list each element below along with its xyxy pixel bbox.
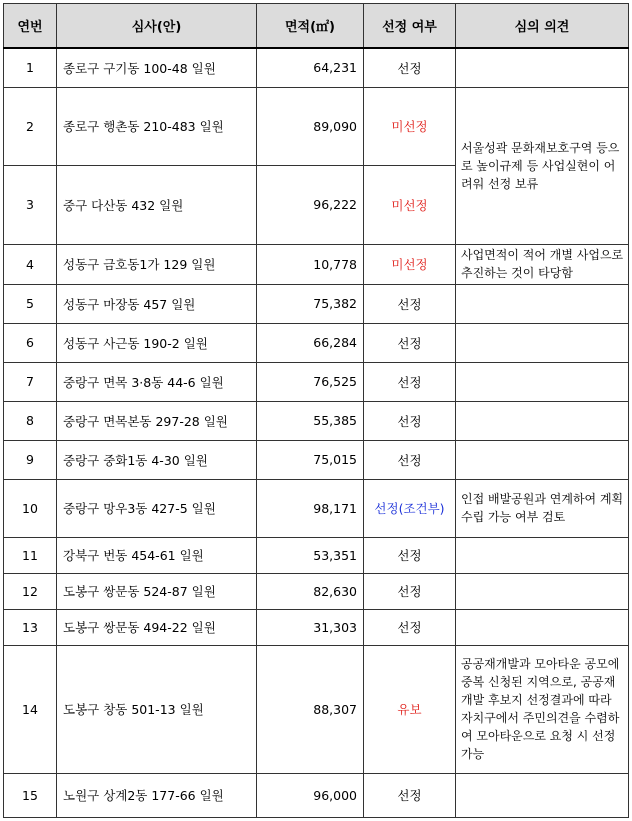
row-site: 중랑구 중화1동 4-30 일원	[57, 440, 257, 479]
row-site: 성동구 사근동 190-2 일원	[57, 323, 257, 362]
row-opinion: 사업면적이 적어 개별 사업으로 추진하는 것이 타당함	[456, 244, 629, 284]
row-no: 4	[4, 244, 57, 284]
header-status: 선정 여부	[364, 4, 456, 49]
row-no: 13	[4, 609, 57, 645]
row-site: 종로구 구기동 100-48 일원	[57, 48, 257, 87]
row-site: 도봉구 쌍문동 524-87 일원	[57, 573, 257, 609]
header-area: 면적(㎡)	[257, 4, 364, 49]
table-row	[4, 440, 629, 479]
row-no: 8	[4, 401, 57, 440]
row-site: 종로구 행촌동 210-483 일원	[57, 87, 257, 165]
row-opinion	[456, 573, 629, 609]
row-no: 12	[4, 573, 57, 609]
row-area: 10,778	[257, 244, 364, 284]
row-status: 미선정	[364, 244, 456, 284]
row-site: 중랑구 망우3동 427-5 일원	[57, 479, 257, 537]
row-area: 75,382	[257, 284, 364, 323]
row-area: 88,307	[257, 645, 364, 773]
row-area: 89,090	[257, 87, 364, 165]
row-site: 도봉구 창동 501-13 일원	[57, 645, 257, 773]
table-row	[4, 244, 629, 284]
row-site: 중구 다산동 432 일원	[57, 165, 257, 244]
table-row	[4, 645, 629, 773]
row-area: 76,525	[257, 362, 364, 401]
row-no: 15	[4, 773, 57, 817]
row-no: 1	[4, 48, 57, 87]
row-status: 선정	[364, 48, 456, 87]
row-site: 성동구 마장동 457 일원	[57, 284, 257, 323]
row-opinion	[456, 48, 629, 87]
row-area: 96,000	[257, 773, 364, 817]
row-no: 11	[4, 537, 57, 573]
header-opinion: 심의 의견	[456, 4, 629, 49]
row-status: 선정	[364, 401, 456, 440]
row-status: 선정	[364, 609, 456, 645]
row-opinion	[456, 773, 629, 817]
table-row	[4, 284, 629, 323]
row-area: 64,231	[257, 48, 364, 87]
header-row	[4, 4, 629, 49]
table-row	[4, 537, 629, 573]
row-area: 96,222	[257, 165, 364, 244]
table-row	[4, 609, 629, 645]
table-row	[4, 362, 629, 401]
row-area: 82,630	[257, 573, 364, 609]
row-status: 선정	[364, 323, 456, 362]
table-row	[4, 573, 629, 609]
row-status: 선정	[364, 284, 456, 323]
row-no: 10	[4, 479, 57, 537]
review-table	[3, 3, 629, 818]
row-opinion: 서울성곽 문화재보호구역 등으로 높이규제 등 사업실현이 어려워 선정 보류	[456, 87, 629, 244]
row-status: 선정	[364, 573, 456, 609]
header-no: 연번	[4, 4, 57, 49]
row-status: 선정(조건부)	[364, 479, 456, 537]
row-area: 55,385	[257, 401, 364, 440]
row-area: 53,351	[257, 537, 364, 573]
row-opinion	[456, 362, 629, 401]
row-status: 선정	[364, 362, 456, 401]
row-status: 선정	[364, 440, 456, 479]
row-status: 미선정	[364, 87, 456, 165]
row-opinion: 인접 배발공원과 연계하여 계획수립 가능 여부 검토	[456, 479, 629, 537]
row-opinion	[456, 609, 629, 645]
row-site: 중랑구 면목 3·8동 44-6 일원	[57, 362, 257, 401]
row-status: 선정	[364, 773, 456, 817]
row-site: 성동구 금호동1가 129 일원	[57, 244, 257, 284]
row-opinion	[456, 537, 629, 573]
row-opinion	[456, 284, 629, 323]
row-status: 유보	[364, 645, 456, 773]
row-no: 7	[4, 362, 57, 401]
row-area: 98,171	[257, 479, 364, 537]
row-area: 31,303	[257, 609, 364, 645]
row-no: 9	[4, 440, 57, 479]
table-row	[4, 479, 629, 537]
row-area: 75,015	[257, 440, 364, 479]
row-opinion	[456, 323, 629, 362]
row-area: 66,284	[257, 323, 364, 362]
row-site: 노원구 상계2동 177-66 일원	[57, 773, 257, 817]
row-opinion	[456, 401, 629, 440]
row-no: 5	[4, 284, 57, 323]
table-row	[4, 48, 629, 87]
table-row	[4, 323, 629, 362]
row-site: 중랑구 면목본동 297-28 일원	[57, 401, 257, 440]
row-opinion: 공공재개발과 모아타운 공모에 중복 신청된 지역으로, 공공재개발 후보지 선정결과에 따라 자치구에서 주민의견을 수렴하여 모아타운으로 요청 시 선정가능	[456, 645, 629, 773]
table-row	[4, 87, 629, 165]
row-no: 14	[4, 645, 57, 773]
row-status: 미선정	[364, 165, 456, 244]
row-site: 도봉구 쌍문동 494-22 일원	[57, 609, 257, 645]
header-site: 심사(안)	[57, 4, 257, 49]
row-opinion	[456, 440, 629, 479]
row-no: 6	[4, 323, 57, 362]
table-row	[4, 401, 629, 440]
row-site: 강북구 번동 454-61 일원	[57, 537, 257, 573]
row-no: 3	[4, 165, 57, 244]
row-no: 2	[4, 87, 57, 165]
table-row	[4, 773, 629, 817]
row-status: 선정	[364, 537, 456, 573]
